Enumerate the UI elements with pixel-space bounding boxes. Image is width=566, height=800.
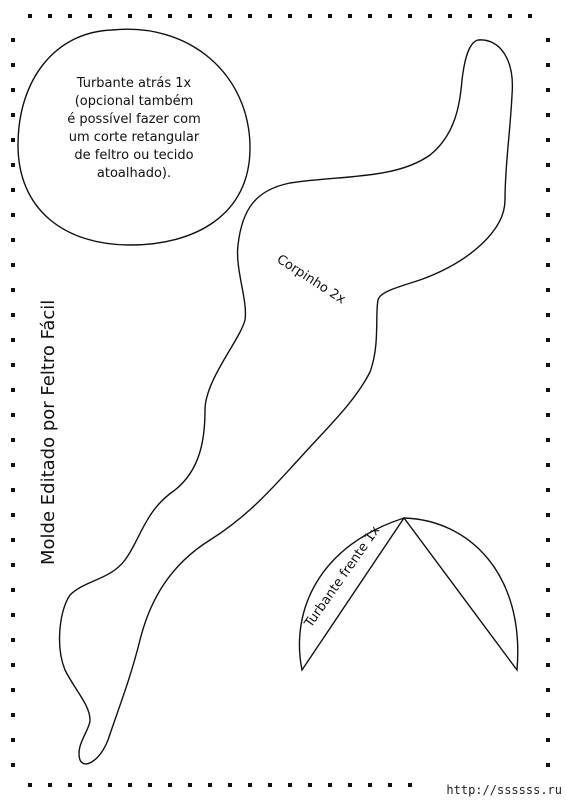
border-dot [148,783,152,787]
border-dot [11,388,15,392]
border-dot [28,14,32,18]
border-dot [168,783,172,787]
border-dot [388,14,392,18]
border-dot [546,238,550,242]
border-dot [348,783,352,787]
border-dot [546,413,550,417]
border-dot [368,14,372,18]
border-dot [546,213,550,217]
border-dot [11,513,15,517]
border-dot [11,363,15,367]
border-dot [368,783,372,787]
border-dot [546,138,550,142]
border-dot [11,38,15,42]
border-dot [11,88,15,92]
border-dot [448,14,452,18]
turban-back-label-line: um corte retangular [68,130,200,145]
border-dot [11,563,15,567]
border-dot [468,14,472,18]
border-dot [11,488,15,492]
turban-back-label-line: de feltro ou tecido [74,148,194,163]
border-dot [546,513,550,517]
border-dot [48,783,52,787]
border-dot [228,14,232,18]
border-dot [308,783,312,787]
border-dot [546,113,550,117]
border-dot [11,238,15,242]
border-dot [546,313,550,317]
turban-back-label-line: Turbante atrás 1x [76,76,192,91]
border-dot [11,163,15,167]
border-dot [546,63,550,67]
turban-front-label: Turbante frente 1x [302,523,384,631]
turban-back-label-line: é possível fazer com [67,112,201,127]
border-dot [108,783,112,787]
border-dot [546,763,550,767]
border-dot [546,713,550,717]
border-dot [546,338,550,342]
border-dot [11,713,15,717]
border-dot [348,14,352,18]
border-dot [11,313,15,317]
border-dot [128,783,132,787]
border-dot [308,14,312,18]
border-dot [11,663,15,667]
border-dot [68,14,72,18]
border-dot [248,783,252,787]
border-dot [188,14,192,18]
border-dot [11,688,15,692]
side-title: Molde Editado por Feltro Fácil [38,299,59,565]
border-dot [288,14,292,18]
border-dot [68,783,72,787]
border-dot [11,63,15,67]
border-dot [546,613,550,617]
border-dot [546,88,550,92]
watermark: http://ssssss.ru [446,783,562,797]
border-dot [108,14,112,18]
border-dot [88,783,92,787]
border-dot [88,14,92,18]
border-dot [546,288,550,292]
border-dot [11,138,15,142]
border-dot [546,563,550,567]
border-dot [11,588,15,592]
border-dot [11,288,15,292]
border-dot [546,663,550,667]
border-dot [546,438,550,442]
border-dot [11,413,15,417]
border-dot [546,488,550,492]
border-dot [208,783,212,787]
border-dot [546,163,550,167]
border-dot [11,638,15,642]
border-dot [11,438,15,442]
border-dot [508,14,512,18]
border-dot [248,14,252,18]
border-dot [28,783,32,787]
turban-back-label [58,75,210,183]
border-dot [11,763,15,767]
border-dot [546,588,550,592]
border-dot [11,463,15,467]
border-dot [188,783,192,787]
border-dot [11,113,15,117]
border-dot [208,14,212,18]
border-dot [11,613,15,617]
border-dot [546,263,550,267]
border-dot [546,388,550,392]
border-dot [546,738,550,742]
turban-back-label-line: atoalhado). [96,166,172,181]
border-dot [328,783,332,787]
border-dot [388,783,392,787]
border-dot [168,14,172,18]
border-dot [408,783,412,787]
border-dot [546,638,550,642]
border-dot [11,538,15,542]
border-dot [528,14,532,18]
border-dot [11,263,15,267]
border-dot [546,688,550,692]
border-dot [546,463,550,467]
border-dot [128,14,132,18]
turban-back-label-line: (opcional também [74,94,194,109]
border-dot [228,783,232,787]
border-dot [428,14,432,18]
body-piece-label: Corpinho 2x [273,252,349,308]
border-dot [488,14,492,18]
border-dot [408,14,412,18]
border-dot [148,14,152,18]
border-dot [11,213,15,217]
border-dot [328,14,332,18]
border-dot [268,783,272,787]
border-dot [268,14,272,18]
border-dot [546,538,550,542]
border-dot [288,783,292,787]
border-dot [546,363,550,367]
border-dot [11,188,15,192]
border-dot [11,338,15,342]
border-dot [546,188,550,192]
border-dot [48,14,52,18]
border-dot [546,38,550,42]
border-dot [11,738,15,742]
